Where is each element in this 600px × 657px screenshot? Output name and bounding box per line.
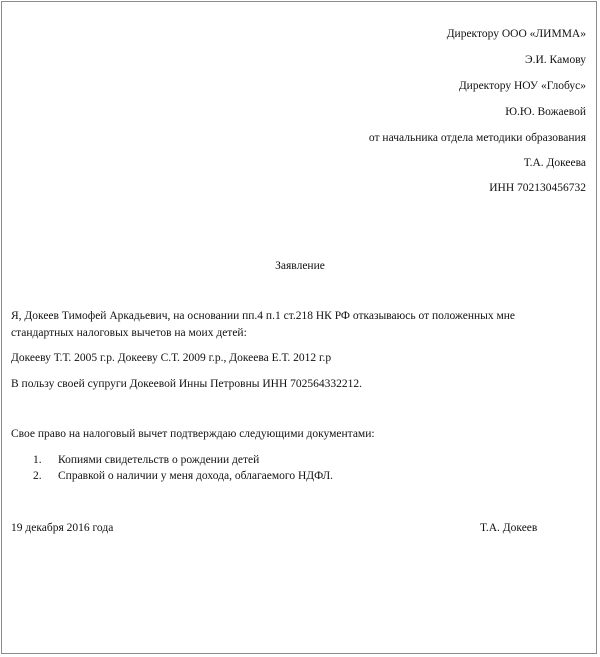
- paragraph-documents-intro: Свое право на налоговый вычет подтверждаю следующими документами:: [11, 428, 375, 440]
- sender-inn: ИНН 702130456732: [489, 182, 586, 194]
- document-page: [1, 1, 597, 654]
- addressee-line-2: Э.И. Камову: [525, 54, 586, 66]
- sender-line-2: Т.А. Докеева: [523, 157, 586, 169]
- addressee-line-3: Директору НОУ «Глобус»: [458, 80, 586, 92]
- addressee-line-4: Ю.Ю. Вожаевой: [505, 106, 586, 118]
- document-date: 19 декабря 2016 года: [11, 522, 114, 534]
- list-item-number: 1.: [33, 454, 42, 466]
- signature-name: Т.А. Докеев: [480, 522, 538, 534]
- sender-line-1: от начальника отдела методики образования: [368, 132, 586, 144]
- list-item-text: Справкой о наличии у меня дохода, облагаемого НДФЛ.: [58, 470, 334, 482]
- list-item-text: Копиями свидетельств о рождении детей: [58, 454, 260, 466]
- document-title: Заявление: [275, 260, 325, 272]
- addressee-line-1: Директору ООО «ЛИММА»: [446, 28, 586, 40]
- paragraph-spouse: В пользу своей супруги Докеевой Инны Петровны ИНН 702564332212.: [11, 378, 363, 390]
- paragraph-1-line-2: стандартных налоговых вычетов на моих детей:: [11, 327, 247, 339]
- list-item-number: 2.: [33, 470, 42, 482]
- paragraph-1-line-1: Я, Докеев Тимофей Аркадьевич, на основании пп.4 п.1 ст.218 НК РФ отказываюсь от положенных мне: [11, 310, 516, 322]
- paragraph-children: Докееву Т.Т. 2005 г.р. Докееву С.Т. 2009 г.р., Докеева Е.Т. 2012 г.р: [11, 352, 332, 364]
